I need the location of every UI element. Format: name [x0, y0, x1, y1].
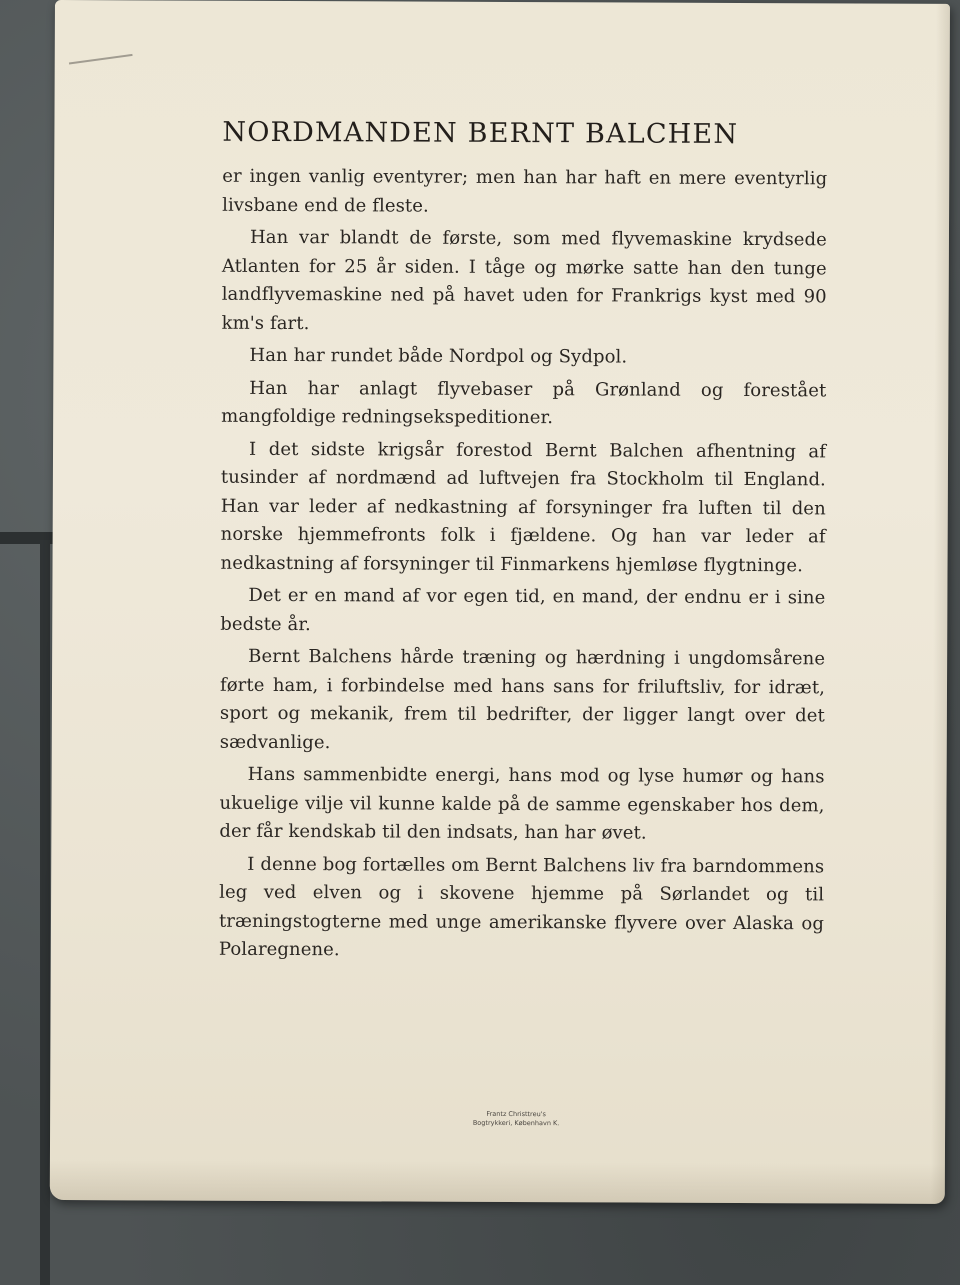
- paragraph-5: I det sidste krigsår forestod Bernt Balchen afhentning af tusinder af nordmænd ad luftvejen fra Stockholm til England. Han var leder af nedkastning af forsyninger fra luften til den norske hjemmefronts folk i fjældene. Og han var leder af nedkastning af forsyninger til Finmarkens hjemløse flygtninge.: [220, 438, 827, 576]
- tile-seam-vertical: [40, 540, 50, 1285]
- paragraph-7: Bernt Balchens hårde træning og hærdning i ungdomsårene førte ham, i forbindelse med hans sans for friluftsliv, for idræt, sport og mekanik, frem til bedrifter, der ligger langt over det sædvanlige.: [219, 645, 826, 753]
- pencil-mark: [69, 54, 133, 65]
- printer-imprint: [446, 1110, 586, 1129]
- paragraph-2: Han var blandt de første, som med flyvemaskine krydsede Atlanten for 25 år siden. I tåge og mørke satte han den tunge landflyvemaskine ned på havet uden for Frankrigs kyst med 90 km's fart.: [221, 226, 828, 334]
- imprint-line-2: Bogtrykkeri, København K.: [472, 1118, 560, 1128]
- paragraph-1: er ingen vanlig eventyrer; men han har haft en mere eventyrlig livsbane end de fleste.: [222, 165, 828, 217]
- paragraph-6: Det er en mand af vor egen tid, en mand, der endnu er i sine bedste år.: [220, 584, 826, 635]
- page-edge-shadow-bottom: [50, 1160, 945, 1204]
- paragraph-8: Hans sammenbidte energi, hans mod og lyse humør og hans ukuelige vilje vil kunne kalde på de samme egenskaber hos dem, der får kendskab til den indsats, han har øvet.: [219, 763, 825, 844]
- blurb-heading: NORDMANDEN BERNT BALCHEN: [222, 116, 739, 150]
- paragraph-4: Han har anlagt flyvebaser på Grønland og forestået mangfoldige redningsekspeditioner.: [221, 377, 827, 429]
- paragraph-3: Han har rundet både Nordpol og Sydpol.: [249, 344, 628, 368]
- blurb-text-block: [219, 113, 828, 971]
- book-back-cover: [50, 0, 950, 1204]
- paragraph-9: I denne bog fortælles om Bernt Balchens liv fra barndommens leg ved elven og i skovene hjemme på Sørlandet og til træningstogterne med unge amerikanske flyvere over Alaska og Polaregnene.: [218, 853, 825, 961]
- imprint-line-1: Frantz Christtreu's: [486, 1109, 546, 1119]
